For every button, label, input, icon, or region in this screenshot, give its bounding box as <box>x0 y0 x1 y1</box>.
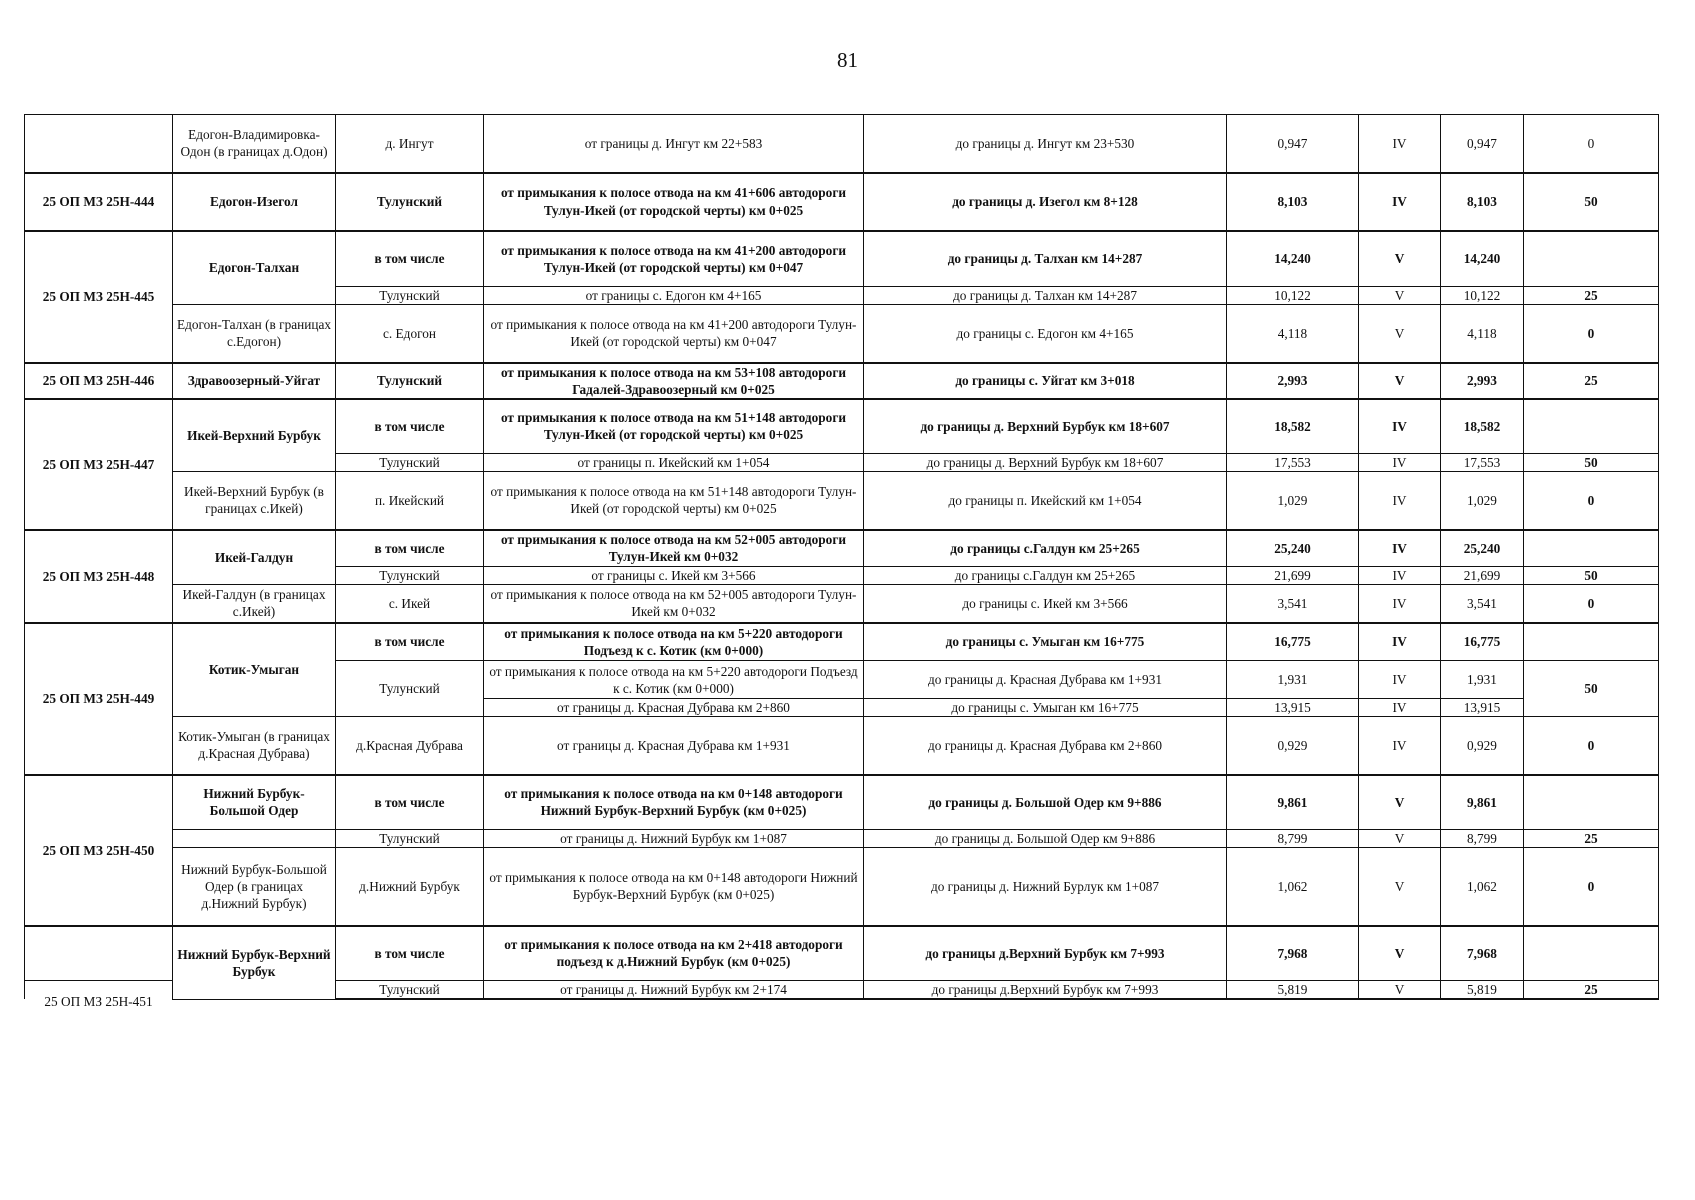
table-cell: Тулунский <box>336 173 484 231</box>
table-cell: от примыкания к полосе отвода на км 5+220 автодороги Подъезд к с. Котик (км 0+000) <box>484 661 864 699</box>
table-cell: 25 <box>1524 830 1659 848</box>
table-cell: 2,993 <box>1227 363 1359 399</box>
table-cell: д.Красная Дубрава <box>336 717 484 775</box>
table-cell: в том числе <box>336 231 484 287</box>
table-cell: до границы д. Талхан км 14+287 <box>864 287 1227 305</box>
table-cell: до границы д. Талхан км 14+287 <box>864 231 1227 287</box>
table-cell: 1,931 <box>1441 661 1524 699</box>
table-cell: 9,861 <box>1227 775 1359 830</box>
table-cell: в том числе <box>336 623 484 661</box>
table-cell: 8,103 <box>1441 173 1524 231</box>
table-cell: до границы с.Галдун км 25+265 <box>864 530 1227 567</box>
table-row <box>25 173 1659 231</box>
table-cell: 16,775 <box>1441 623 1524 661</box>
table-row <box>25 830 1659 848</box>
table-cell: 1,029 <box>1441 472 1524 530</box>
table-cell: от границы д. Нижний Бурбук км 1+087 <box>484 830 864 848</box>
table-cell: Едогон-Талхан <box>173 231 336 305</box>
table-cell: 25 ОП МЗ 25Н-450 <box>25 775 173 926</box>
page-number: 81 <box>837 48 858 72</box>
table-cell: 0 <box>1524 848 1659 926</box>
table-cell: 9,861 <box>1441 775 1524 830</box>
table-cell: V <box>1359 775 1441 830</box>
table-cell: от примыкания к полосе отвода на км 52+005 автодороги Тулун-Икей км 0+032 <box>484 585 864 623</box>
table-cell: Едогон-Владимировка-Одон (в границах д.Одон) <box>173 115 336 173</box>
table-cell: от границы п. Икейский км 1+054 <box>484 454 864 472</box>
table-cell: 1,062 <box>1227 848 1359 926</box>
table-cell: 25 <box>1524 981 1659 1000</box>
table-cell: IV <box>1359 454 1441 472</box>
table-cell: до границы с. Икей км 3+566 <box>864 585 1227 623</box>
table-cell: Тулунский <box>336 363 484 399</box>
table-cell: до границы с. Уйгат км 3+018 <box>864 363 1227 399</box>
table-cell: от примыкания к полосе отвода на км 41+200 автодороги Тулун-Икей (от городской черты) км 0+047 <box>484 231 864 287</box>
table-cell <box>1524 231 1659 287</box>
table-cell: от примыкания к полосе отвода на км 51+148 автодороги Тулун-Икей (от городской черты) км 0+025 <box>484 472 864 530</box>
table-cell: до границы п. Икейский км 1+054 <box>864 472 1227 530</box>
table-cell: 25,240 <box>1441 530 1524 567</box>
table-cell: 25 ОП МЗ 25Н-446 <box>25 363 173 399</box>
table-cell: до границы д. Ингут км 23+530 <box>864 115 1227 173</box>
table-cell: до границы с. Едогон км 4+165 <box>864 305 1227 363</box>
table-cell: 13,915 <box>1227 699 1359 717</box>
table-cell: д. Ингут <box>336 115 484 173</box>
table-row <box>25 115 1659 173</box>
table-cell: 0,929 <box>1227 717 1359 775</box>
table-cell: V <box>1359 363 1441 399</box>
table-cell: 25 ОП МЗ 25Н-449 <box>25 623 173 775</box>
table-cell: 18,582 <box>1441 399 1524 454</box>
table-cell: от примыкания к полосе отвода на км 41+606 автодороги Тулун-Икей (от городской черты) км 0+025 <box>484 173 864 231</box>
table-cell: 0,929 <box>1441 717 1524 775</box>
table-cell: V <box>1359 305 1441 363</box>
table-cell: в том числе <box>336 926 484 981</box>
table-cell: V <box>1359 926 1441 981</box>
table-cell: 25,240 <box>1227 530 1359 567</box>
table-cell: Тулунский <box>336 287 484 305</box>
table-row <box>25 472 1659 530</box>
table-row <box>25 305 1659 363</box>
table-cell: 25 ОП МЗ 25Н-448 <box>25 530 173 623</box>
table-cell: в том числе <box>336 399 484 454</box>
table-cell: до границы с. Умыган км 16+775 <box>864 623 1227 661</box>
table-cell <box>25 926 173 981</box>
table-cell: от примыкания к полосе отвода на км 41+200 автодороги Тулун-Икей (от городской черты) км 0+047 <box>484 305 864 363</box>
table-cell: IV <box>1359 623 1441 661</box>
table-cell: IV <box>1359 699 1441 717</box>
table-cell: 10,122 <box>1227 287 1359 305</box>
table-cell: Тулунский <box>336 981 484 1000</box>
table-cell: до границы с.Галдун км 25+265 <box>864 567 1227 585</box>
table-cell: 2,993 <box>1441 363 1524 399</box>
table-cell <box>1524 530 1659 567</box>
table-cell: 3,541 <box>1227 585 1359 623</box>
table-cell: 7,968 <box>1441 926 1524 981</box>
table-cell: 4,118 <box>1227 305 1359 363</box>
table-cell: Здравоозерный-Уйгат <box>173 363 336 399</box>
table-cell: до границы д. Верхний Бурбук км 18+607 <box>864 454 1227 472</box>
table-cell: от примыкания к полосе отвода на км 2+418 автодороги подъезд к д.Нижний Бурбук (км 0+025) <box>484 926 864 981</box>
table-cell: 18,582 <box>1227 399 1359 454</box>
table-cell: IV <box>1359 530 1441 567</box>
table-cell: 1,062 <box>1441 848 1524 926</box>
table-cell: 0 <box>1524 717 1659 775</box>
table-cell: до границы д. Красная Дубрава км 1+931 <box>864 661 1227 699</box>
table-cell: Нижний Бурбук-Большой Одер (в границах д.Нижний Бурбук) <box>173 848 336 926</box>
table-cell: Икей-Галдун (в границах с.Икей) <box>173 585 336 623</box>
table-cell: до границы д. Красная Дубрава км 2+860 <box>864 717 1227 775</box>
table-cell: IV <box>1359 472 1441 530</box>
table-cell: Нижний Бурбук-Большой Одер <box>173 775 336 830</box>
table-cell: 14,240 <box>1441 231 1524 287</box>
table-cell: 25 <box>1524 287 1659 305</box>
table-cell: от примыкания к полосе отвода на км 51+148 автодороги Тулун-Икей (от городской черты) км 0+025 <box>484 399 864 454</box>
table-cell: до границы д. Изегол км 8+128 <box>864 173 1227 231</box>
table-cell: от границы д. Красная Дубрава км 1+931 <box>484 717 864 775</box>
table-cell: от примыкания к полосе отвода на км 0+148 автодороги Нижний Бурбук-Верхний Бурбук (км 0+025) <box>484 848 864 926</box>
table-cell: до границы д.Верхний Бурбук км 7+993 <box>864 926 1227 981</box>
table-cell: 8,799 <box>1441 830 1524 848</box>
table-cell: 21,699 <box>1441 567 1524 585</box>
table-row <box>25 399 1659 454</box>
table-cell: 17,553 <box>1441 454 1524 472</box>
table-cell: 0 <box>1524 305 1659 363</box>
table-cell <box>1524 623 1659 661</box>
table-cell: от границы д. Красная Дубрава км 2+860 <box>484 699 864 717</box>
table-cell: V <box>1359 981 1441 1000</box>
table-cell: Тулунский <box>336 454 484 472</box>
table-cell: V <box>1359 830 1441 848</box>
table-cell: IV <box>1359 173 1441 231</box>
table-cell: 0 <box>1524 472 1659 530</box>
table-cell: Тулунский <box>336 830 484 848</box>
table-cell: 13,915 <box>1441 699 1524 717</box>
table-cell <box>25 981 173 1010</box>
table-cell: до границы д. Большой Одер км 9+886 <box>864 775 1227 830</box>
table-cell: от примыкания к полосе отвода на км 53+108 автодороги Гадалей-Здравоозерный км 0+025 <box>484 363 864 399</box>
table-cell: 50 <box>1524 567 1659 585</box>
table-cell: V <box>1359 848 1441 926</box>
table-cell: Икей-Верхний Бурбук <box>173 399 336 472</box>
table-cell: 25 ОП МЗ 25Н-447 <box>25 399 173 530</box>
table-row <box>25 623 1659 661</box>
table-cell: IV <box>1359 661 1441 699</box>
table-cell: Тулунский <box>336 567 484 585</box>
table-cell: от границы д. Ингут км 22+583 <box>484 115 864 173</box>
table-cell <box>173 830 336 848</box>
table-row <box>25 530 1659 567</box>
table-cell: от примыкания к полосе отвода на км 52+005 автодороги Тулун-Икей км 0+032 <box>484 530 864 567</box>
table-cell: от примыкания к полосе отвода на км 0+148 автодороги Нижний Бурбук-Верхний Бурбук (км 0+025) <box>484 775 864 830</box>
table-cell: 8,103 <box>1227 173 1359 231</box>
table-cell: 0,947 <box>1441 115 1524 173</box>
table-cell: 3,541 <box>1441 585 1524 623</box>
table-cell: до границы д.Верхний Бурбук км 7+993 <box>864 981 1227 1000</box>
table-cell: 21,699 <box>1227 567 1359 585</box>
cut-off-road-code: 25 ОП МЗ 25Н-451 <box>44 994 153 1010</box>
table-cell: д.Нижний Бурбук <box>336 848 484 926</box>
table-cell: 0 <box>1524 585 1659 623</box>
table-cell: с. Икей <box>336 585 484 623</box>
table-row <box>25 775 1659 830</box>
table-cell: 16,775 <box>1227 623 1359 661</box>
table-cell: 10,122 <box>1441 287 1524 305</box>
table-cell: в том числе <box>336 530 484 567</box>
table-cell: от границы с. Икей км 3+566 <box>484 567 864 585</box>
table-cell: 0 <box>1524 115 1659 173</box>
table-cell: 25 ОП МЗ 25Н-445 <box>25 231 173 363</box>
table-cell: до границы д. Верхний Бурбук км 18+607 <box>864 399 1227 454</box>
table-cell <box>1524 775 1659 830</box>
table-row <box>25 717 1659 775</box>
table-cell: 25 <box>1524 363 1659 399</box>
table-cell: 0,947 <box>1227 115 1359 173</box>
table-cell: Тулунский <box>336 661 484 717</box>
table-cell <box>25 115 173 173</box>
table-cell: Едогон-Изегол <box>173 173 336 231</box>
table-cell: 50 <box>1524 661 1659 717</box>
table-cell: Икей-Верхний Бурбук (в границах с.Икей) <box>173 472 336 530</box>
table-row <box>25 363 1659 399</box>
table-cell: от примыкания к полосе отвода на км 5+220 автодороги Подъезд к с. Котик (км 0+000) <box>484 623 864 661</box>
table-cell: 17,553 <box>1227 454 1359 472</box>
table-cell: 1,931 <box>1227 661 1359 699</box>
table-cell: от границы с. Едогон км 4+165 <box>484 287 864 305</box>
table-cell: до границы д. Нижний Бурлук км 1+087 <box>864 848 1227 926</box>
table-cell: 50 <box>1524 454 1659 472</box>
table-cell: п. Икейский <box>336 472 484 530</box>
table-row <box>25 926 1659 981</box>
table-cell: 5,819 <box>1441 981 1524 1000</box>
table-cell: Едогон-Талхан (в границах с.Едогон) <box>173 305 336 363</box>
table-cell: с. Едогон <box>336 305 484 363</box>
table-cell: Котик-Умыган (в границах д.Красная Дубрава) <box>173 717 336 775</box>
table-cell: IV <box>1359 717 1441 775</box>
table-cell: IV <box>1359 585 1441 623</box>
table-cell: Котик-Умыган <box>173 623 336 717</box>
table-cell: 14,240 <box>1227 231 1359 287</box>
table-cell: V <box>1359 287 1441 305</box>
table-cell: IV <box>1359 115 1441 173</box>
table-cell: IV <box>1359 567 1441 585</box>
table-cell: 5,819 <box>1227 981 1359 1000</box>
table-cell: 4,118 <box>1441 305 1524 363</box>
table-cell: от границы д. Нижний Бурбук км 2+174 <box>484 981 864 1000</box>
table-cell: 25 ОП МЗ 25Н-444 <box>25 173 173 231</box>
table-cell: Нижний Бурбук-Верхний Бурбук <box>173 926 336 1000</box>
roads-table <box>24 114 1659 1010</box>
table-cell: 7,968 <box>1227 926 1359 981</box>
table-cell <box>1524 399 1659 454</box>
table-cell: до границы д. Большой Одер км 9+886 <box>864 830 1227 848</box>
table-cell: до границы с. Умыган км 16+775 <box>864 699 1227 717</box>
table-cell: 50 <box>1524 173 1659 231</box>
table-cell: 1,029 <box>1227 472 1359 530</box>
table-row <box>25 848 1659 926</box>
table-row <box>25 585 1659 623</box>
table-row <box>25 231 1659 287</box>
table-cell: в том числе <box>336 775 484 830</box>
table-cell: Икей-Галдун <box>173 530 336 585</box>
table-cell: 8,799 <box>1227 830 1359 848</box>
table-cell <box>1524 926 1659 981</box>
table-cell: V <box>1359 231 1441 287</box>
table-cell: IV <box>1359 399 1441 454</box>
